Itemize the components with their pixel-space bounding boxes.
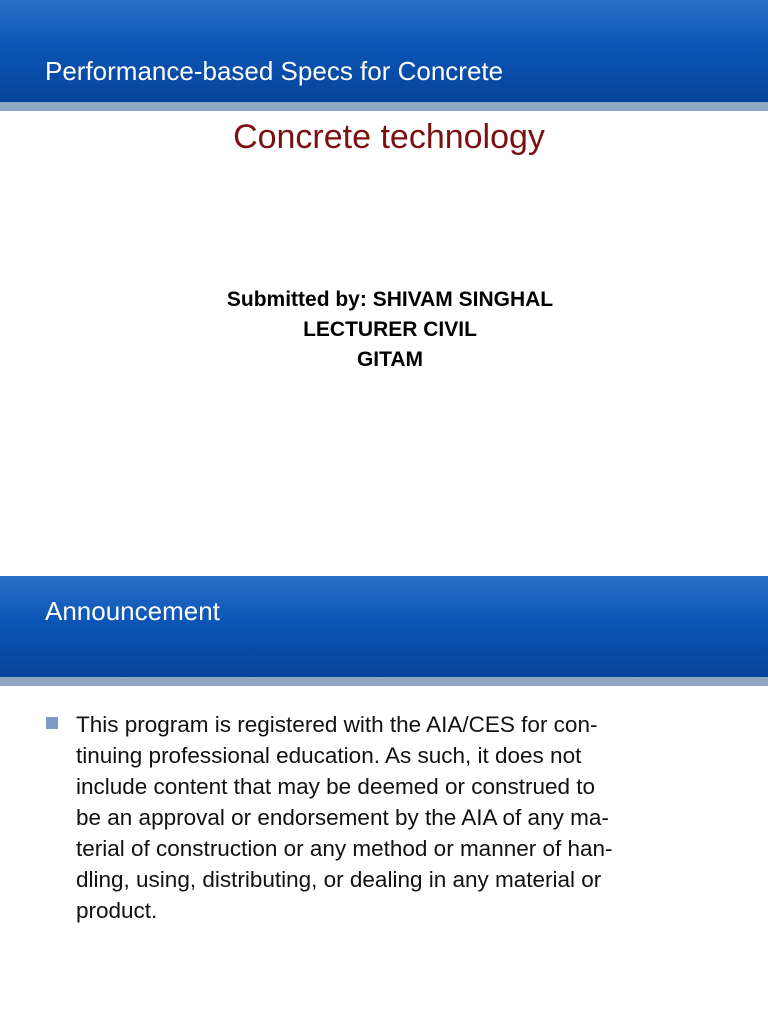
text-line: be an approval or endorsement by the AIA of any ma- — [76, 805, 609, 830]
text-line: terial of construction or any method or manner of han- — [76, 836, 613, 861]
header-banner — [0, 0, 768, 102]
header-banner — [0, 576, 768, 677]
text-line: product. — [76, 898, 158, 923]
square-bullet-icon — [46, 717, 58, 729]
text-line: dling, using, distributing, or dealing in any material or — [76, 867, 602, 892]
announcement-slide — [0, 576, 768, 1024]
text-line: tinuing professional education. As such, it does not — [76, 743, 582, 768]
presentation-subtitle: Concrete technology — [233, 118, 545, 156]
header-stripe — [0, 677, 768, 686]
credit-line: GITAM — [356, 348, 424, 371]
credit-line: Submitted by: SHIVAM SINGHAL — [226, 288, 554, 311]
header-stripe — [0, 102, 768, 111]
announcement-text — [76, 709, 736, 926]
bullet-list — [46, 709, 736, 926]
list-item — [46, 709, 736, 926]
credit-line: LECTURER CIVIL — [303, 318, 477, 341]
text-line: include content that may be deemed or construed to — [76, 774, 596, 799]
slide-title: Performance-based Specs for Concrete — [45, 56, 504, 86]
slide-title: Announcement — [45, 596, 220, 626]
text-line: This program is registered with the AIA/CES for con- — [76, 712, 598, 737]
author-credits — [0, 285, 768, 375]
